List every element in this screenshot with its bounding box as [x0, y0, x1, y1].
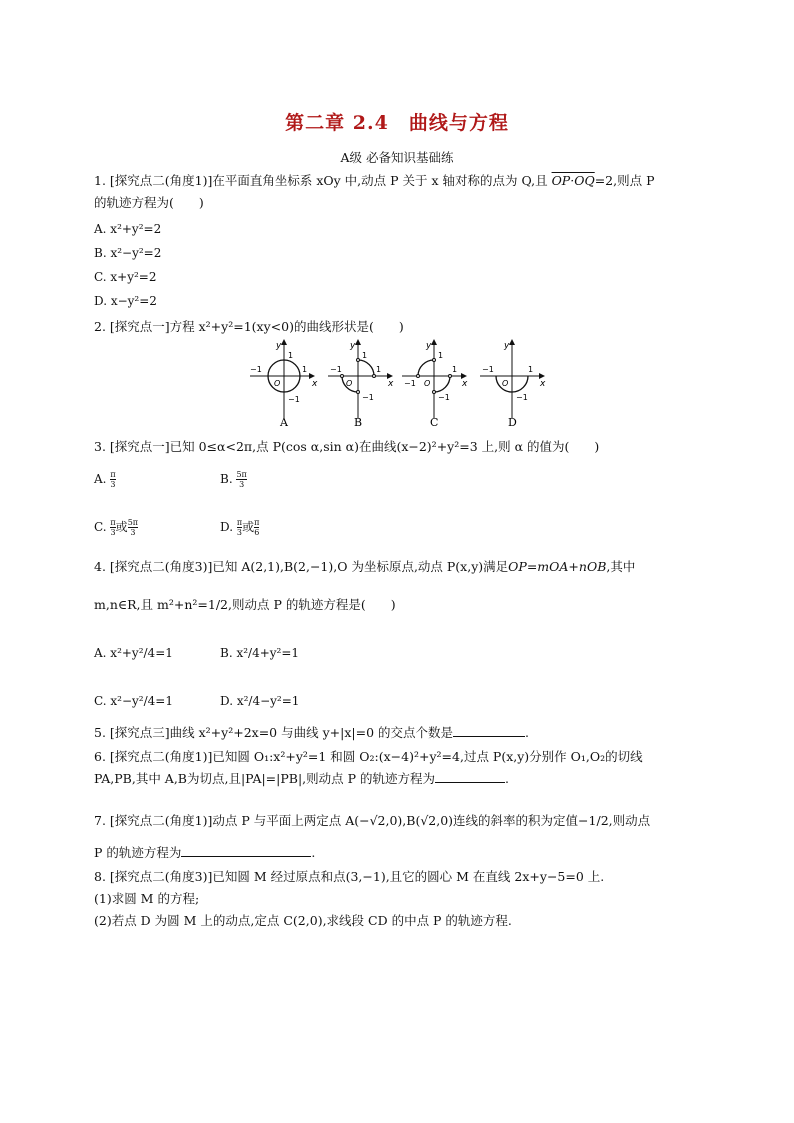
svg-text:x: x [462, 379, 468, 389]
q1-stem-tail: =2,则点 P [594, 173, 655, 188]
svg-text:−1: −1 [362, 393, 374, 402]
svg-text:1: 1 [452, 365, 458, 374]
question-8: 8. [探究点二(角度3)]已知圆 M 经过原点和点(3,−1),且它的圆心 M 在直线 2x+y−5=0 上. (1)求圆 M 的方程; (2)若点 D 为圆 M 上的动点,定点 C(2,0),求线段 CD 的中点 P 的轨迹方程. [94, 869, 605, 928]
svg-text:−1: −1 [288, 395, 300, 404]
q1-option-c[interactable]: C. x+y²=2 [94, 270, 157, 284]
svg-text:x: x [388, 379, 394, 389]
question-1 [94, 170, 704, 214]
section-subtitle: A级 必备知识基础练 [340, 150, 454, 165]
q8-part-2: (2)若点 D 为圆 M 上的动点,定点 C(2,0),求线段 CD 的中点 P 的轨迹方程. [94, 913, 512, 928]
question-7: 7. [探究点二(角度1)]动点 P 与平面上两定点 A(−√2,0),B(√2,0)连线的斜率的积为定值−1/2,则动点 [94, 813, 651, 828]
q4-option-c[interactable]: C. x²−y²/4=1 [94, 694, 173, 708]
question-2: 2. [探究点一]方程 x²+y²=1(xy<0)的曲线形状是( ) [94, 319, 404, 334]
svg-text:x: x [540, 379, 546, 389]
q4-option-b[interactable]: B. x²/4+y²=1 [220, 646, 300, 660]
q1-stem-line2: 的轨迹方程为( ) [94, 195, 204, 210]
q1-stem: 1. [探究点二(角度1)]在平面直角坐标系 xOy 中,动点 P 关于 x 轴对称的点为 Q,且 [94, 173, 548, 188]
figure-c-label: C [430, 416, 439, 428]
question-4: 4. [探究点二(角度3)]已知 A(2,1),B(2,−1),O 为坐标原点,动点 P(x,y)满足OP=mOA+nOB,其中 [94, 559, 636, 574]
q3-option-c[interactable]: C. $\frac{\pi}{3}$ 或 $\frac{5\pi}{3}$ [94, 518, 139, 537]
svg-text:1: 1 [376, 365, 382, 374]
svg-text:1: 1 [362, 351, 368, 360]
svg-text:y: y [426, 341, 432, 351]
svg-text:O: O [502, 379, 509, 388]
q3-option-b[interactable]: B. $\frac{5\pi}{3}$ [220, 470, 247, 489]
q2-figures [248, 338, 558, 428]
svg-text:−1: −1 [250, 365, 262, 374]
q4-vector-equation: OP=mOA+nOB [508, 559, 607, 574]
svg-text:−1: −1 [438, 393, 450, 402]
q4-half: 1/2 [207, 597, 228, 612]
svg-text:−1: −1 [516, 393, 528, 402]
question-7-line2: P 的轨迹方程为 . [94, 845, 316, 860]
question-3: 3. [探究点一]已知 0≤α<2π,点 P(cos α,sin α)在曲线(x−2)²+y²=3 上,则 α 的值为( ) [94, 439, 600, 454]
q3-option-a[interactable]: A. $\frac{\pi}{3}$ [94, 470, 116, 489]
svg-text:y: y [504, 341, 510, 351]
page-title: 第二章 2.4 曲线与方程 [285, 112, 509, 134]
q1-vector: OP·OQ [551, 173, 595, 188]
q6-answer-blank[interactable] [435, 770, 505, 783]
question-6: 6. [探究点二(角度1)]已知圆 O₁:x²+y²=1 和圆 O₂:(x−4)²+y²=4,过点 P(x,y)分别作 O₁,O₂的切线 PA,PB,其中 A,B为切点,且|PA|=|PB|,则动点 P 的轨迹方程为 . [94, 749, 643, 786]
figure-d-label: D [508, 416, 517, 428]
svg-text:1: 1 [528, 365, 534, 374]
svg-text:x: x [312, 379, 318, 389]
q7-half: 1/2 [588, 813, 609, 828]
svg-text:−1: −1 [482, 365, 494, 374]
svg-text:1: 1 [302, 365, 308, 374]
q7-answer-blank[interactable] [181, 844, 311, 857]
svg-text:1: 1 [438, 351, 444, 360]
q3-option-d[interactable]: D. $\frac{\pi}{3}$ 或 $\frac{\pi}{6}$ [220, 518, 260, 537]
figure-a[interactable] [250, 340, 318, 418]
svg-text:y: y [350, 341, 356, 351]
figure-b[interactable] [328, 340, 394, 418]
q5-answer-blank[interactable] [453, 724, 525, 737]
svg-text:y: y [276, 341, 282, 351]
question-5: 5. [探究点三]曲线 x²+y²+2x=0 与曲线 y+|x|=0 的交点个数是 . [94, 725, 529, 740]
figure-d[interactable] [480, 340, 546, 418]
svg-text:O: O [274, 379, 281, 388]
figure-b-label: B [354, 416, 363, 428]
figure-c[interactable] [402, 340, 468, 418]
q1-option-a[interactable]: A. x²+y²=2 [94, 222, 162, 236]
svg-text:−1: −1 [330, 365, 342, 374]
svg-text:1: 1 [288, 351, 294, 360]
question-4-line2: m,n∈R,且 m²+n²=1/2,则动点 P 的轨迹方程是( ) [94, 597, 396, 612]
q4-option-a[interactable]: A. x²+y²/4=1 [94, 646, 173, 660]
q4-option-d[interactable]: D. x²/4−y²=1 [220, 694, 300, 708]
svg-text:O: O [424, 379, 431, 388]
svg-text:−1: −1 [404, 379, 416, 388]
figure-a-label: A [280, 416, 288, 428]
q1-option-d[interactable]: D. x−y²=2 [94, 294, 157, 308]
q8-part-1: (1)求圆 M 的方程; [94, 891, 200, 906]
svg-text:O: O [346, 379, 353, 388]
q1-option-b[interactable]: B. x²−y²=2 [94, 246, 162, 260]
